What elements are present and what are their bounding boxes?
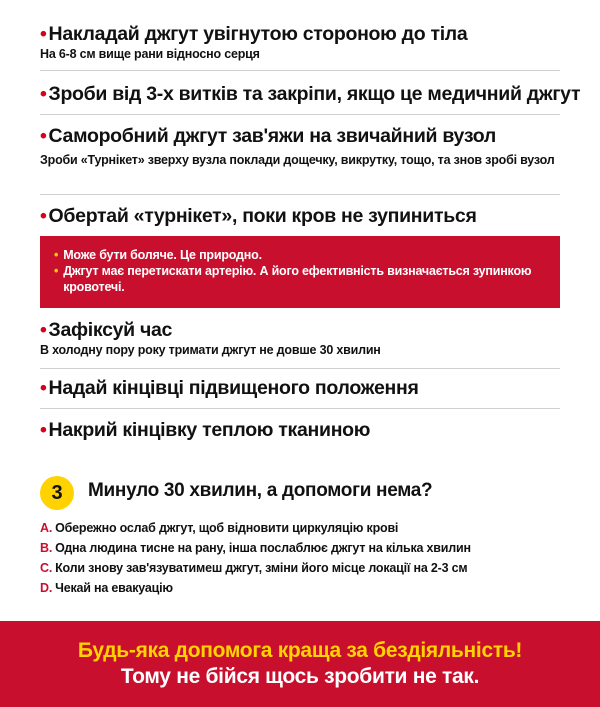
bullet-icon: • — [40, 419, 47, 441]
step-subtitle: В холодну пору року тримати джгут не довше 30 хвилин — [40, 343, 381, 357]
bullet-icon: • — [54, 248, 59, 262]
bullet-icon: • — [40, 83, 47, 105]
step-subtitle: Зроби «Турнікет» зверху вузла поклади дощечку, викрутку, тощо, та знов зробі вузол — [40, 153, 555, 167]
section-number-badge: 3 — [40, 476, 74, 510]
step-title: • Накрий кінцівку теплою тканиною — [40, 419, 371, 441]
bullet-icon: • — [40, 125, 47, 147]
step-title: • Саморобний джгут зав'яжи на звичайний вузол — [40, 125, 496, 147]
bullet-icon: • — [40, 319, 47, 341]
footer-subslogan: Тому не бійся щось зробити не так. — [120, 665, 480, 688]
section-title: Минуло 30 хвилин, а допомоги нема? — [88, 480, 433, 501]
option-item: B. Одна людина тисне на рану, інша послаблює джгут на кілька хвилин — [40, 541, 471, 555]
bullet-icon: • — [54, 264, 59, 278]
bullet-icon: • — [40, 205, 47, 227]
step-title: • Зафіксуй час — [40, 319, 173, 341]
warning-box — [40, 236, 560, 308]
option-item: A. Обережно ослаб джгут, щоб відновити циркуляцію крові — [40, 521, 399, 535]
step-elevate-limb — [40, 376, 560, 409]
step-improvised-tourniquet — [40, 124, 560, 195]
bullet-icon: • — [40, 23, 47, 45]
step-title: • Зроби від 3-х витків та закріпи, якщо це медичний джгут — [40, 83, 581, 105]
step-apply-tourniquet — [40, 22, 560, 71]
step-rotate-windlass — [40, 204, 560, 228]
option-item: C. Коли знову зав'язуватимеш джгут, зміни його місце локації на 2-3 см — [40, 561, 468, 575]
warning-item: • Може бути боляче. Це природно. — [54, 248, 262, 262]
step-title: • Накладай джгут увігнутою стороною до тіла — [40, 23, 468, 45]
step-title: • Надай кінцівці підвищеного положення — [40, 377, 419, 399]
bullet-icon: • — [40, 377, 47, 399]
step-subtitle: На 6-8 см вище рани відносно серця — [40, 47, 260, 61]
step-cover-limb — [40, 418, 560, 448]
options-list — [40, 518, 560, 598]
footer-banner — [0, 621, 600, 707]
step-three-turns — [40, 82, 581, 115]
step-record-time — [40, 318, 560, 369]
warning-item: • Джгут має перетискати артерію. А його ефективність визначається зупинкою кровотечі. — [54, 264, 532, 294]
footer-slogan: Будь-яка допомога краща за бездіяльність! — [77, 639, 523, 662]
option-item: D. Чекай на евакуацію — [40, 581, 173, 595]
step-title: • Обертай «турнікет», поки кров не зупиниться — [40, 205, 477, 227]
